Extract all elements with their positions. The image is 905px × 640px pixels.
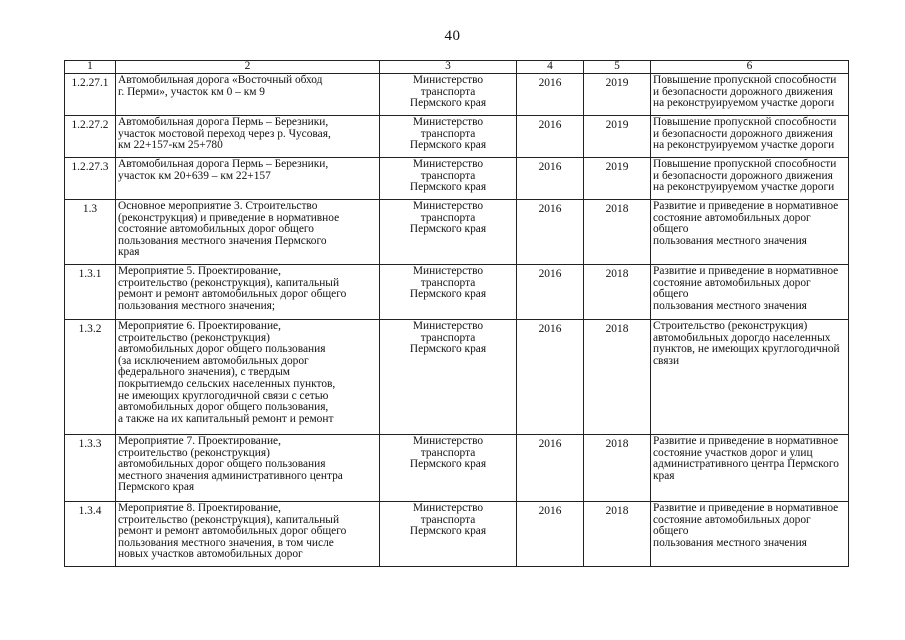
end-year: 2018 bbox=[584, 502, 651, 567]
activity-name: Мероприятие 7. Проектирование, строительство (реконструкция) автомобильных дорог общего пользования местного значения административного центра Пермского края bbox=[116, 435, 380, 502]
column-header: 5 bbox=[584, 61, 651, 74]
responsible-org: Министерство транспорта Пермского края bbox=[380, 265, 517, 320]
column-header: 1 bbox=[65, 61, 116, 74]
end-year: 2019 bbox=[584, 158, 651, 200]
table-header-row bbox=[65, 61, 849, 74]
end-year: 2019 bbox=[584, 74, 651, 116]
expected-result: Повышение пропускной способности и безопасности дорожного движения на реконструируемом участке дороги bbox=[651, 74, 849, 116]
activity-name: Автомобильная дорога Пермь – Березники, участок км 20+639 – км 22+157 bbox=[116, 158, 380, 200]
row-number: 1.2.27.2 bbox=[65, 116, 116, 158]
row-number: 1.3.4 bbox=[65, 502, 116, 567]
column-header: 6 bbox=[651, 61, 849, 74]
expected-result: Развитие и приведение в нормативное состояние автомобильных дорог общего пользования местного значения bbox=[651, 200, 849, 265]
end-year: 2018 bbox=[584, 265, 651, 320]
row-number: 1.2.27.1 bbox=[65, 74, 116, 116]
expected-result: Строительство (реконструкция) автомобильных дорогдо населенных пунктов, не имеющих круглогодичной связи bbox=[651, 320, 849, 435]
responsible-org: Министерство транспорта Пермского края bbox=[380, 502, 517, 567]
page-number: 40 bbox=[444, 28, 461, 44]
activities-table bbox=[64, 60, 849, 567]
expected-result: Развитие и приведение в нормативное состояние автомобильных дорог общего пользования местного значения bbox=[651, 265, 849, 320]
table-row bbox=[65, 74, 849, 116]
start-year: 2016 bbox=[517, 74, 584, 116]
activity-name: Автомобильная дорога «Восточный обход г. Перми», участок км 0 – км 9 bbox=[116, 74, 380, 116]
expected-result: Повышение пропускной способности и безопасности дорожного движения на реконструируемом участке дороги bbox=[651, 116, 849, 158]
activity-name: Мероприятие 8. Проектирование, строительство (реконструкция), капитальный ремонт и ремонт автомобильных дорог общего пользования местного значения, в том числе новых участков автомобильных дорог bbox=[116, 502, 380, 567]
responsible-org: Министерство транспорта Пермского края bbox=[380, 200, 517, 265]
start-year: 2016 bbox=[517, 502, 584, 567]
activity-name: Автомобильная дорога Пермь – Березники, участок мостовой переход через р. Чусовая, км 22+157-км 25+780 bbox=[116, 116, 380, 158]
responsible-org: Министерство транспорта Пермского края bbox=[380, 320, 517, 435]
row-number: 1.2.27.3 bbox=[65, 158, 116, 200]
start-year: 2016 bbox=[517, 265, 584, 320]
table-row bbox=[65, 158, 849, 200]
row-number: 1.3.3 bbox=[65, 435, 116, 502]
end-year: 2018 bbox=[584, 435, 651, 502]
column-header: 4 bbox=[517, 61, 584, 74]
responsible-org: Министерство транспорта Пермского края bbox=[380, 74, 517, 116]
start-year: 2016 bbox=[517, 158, 584, 200]
start-year: 2016 bbox=[517, 200, 584, 265]
expected-result: Развитие и приведение в нормативное состояние участков дорог и улиц административного центра Пермского края bbox=[651, 435, 849, 502]
start-year: 2016 bbox=[517, 116, 584, 158]
end-year: 2018 bbox=[584, 320, 651, 435]
start-year: 2016 bbox=[517, 320, 584, 435]
table-row bbox=[65, 320, 849, 435]
row-number: 1.3.2 bbox=[65, 320, 116, 435]
table-row bbox=[65, 200, 849, 265]
column-header: 3 bbox=[380, 61, 517, 74]
responsible-org: Министерство транспорта Пермского края bbox=[380, 116, 517, 158]
table-row bbox=[65, 502, 849, 567]
expected-result: Развитие и приведение в нормативное состояние автомобильных дорог общего пользования местного значения bbox=[651, 502, 849, 567]
row-number: 1.3.1 bbox=[65, 265, 116, 320]
table-row bbox=[65, 265, 849, 320]
start-year: 2016 bbox=[517, 435, 584, 502]
end-year: 2018 bbox=[584, 200, 651, 265]
row-number: 1.3 bbox=[65, 200, 116, 265]
activity-name: Мероприятие 5. Проектирование, строительство (реконструкция), капитальный ремонт и ремонт автомобильных дорог общего пользования местного значения; bbox=[116, 265, 380, 320]
responsible-org: Министерство транспорта Пермского края bbox=[380, 435, 517, 502]
activity-name: Мероприятие 6. Проектирование, строительство (реконструкция) автомобильных дорог общего пользования (за исключением автомобильных дорог федерального значения), с твердым покрытиемдо сельских населенных пунктов, не имеющих круглогодичной связи с сетью автомобильных дорог общего пользования, а также на их капитальный ремонт и ремонт bbox=[116, 320, 380, 435]
column-header: 2 bbox=[116, 61, 380, 74]
activity-name: Основное мероприятие 3. Строительство (реконструкция) и приведение в нормативное состояние автомобильных дорог общего пользования местного значения Пермского края bbox=[116, 200, 380, 265]
table-row bbox=[65, 116, 849, 158]
end-year: 2019 bbox=[584, 116, 651, 158]
responsible-org: Министерство транспорта Пермского края bbox=[380, 158, 517, 200]
table-row bbox=[65, 435, 849, 502]
expected-result: Повышение пропускной способности и безопасности дорожного движения на реконструируемом участке дороги bbox=[651, 158, 849, 200]
